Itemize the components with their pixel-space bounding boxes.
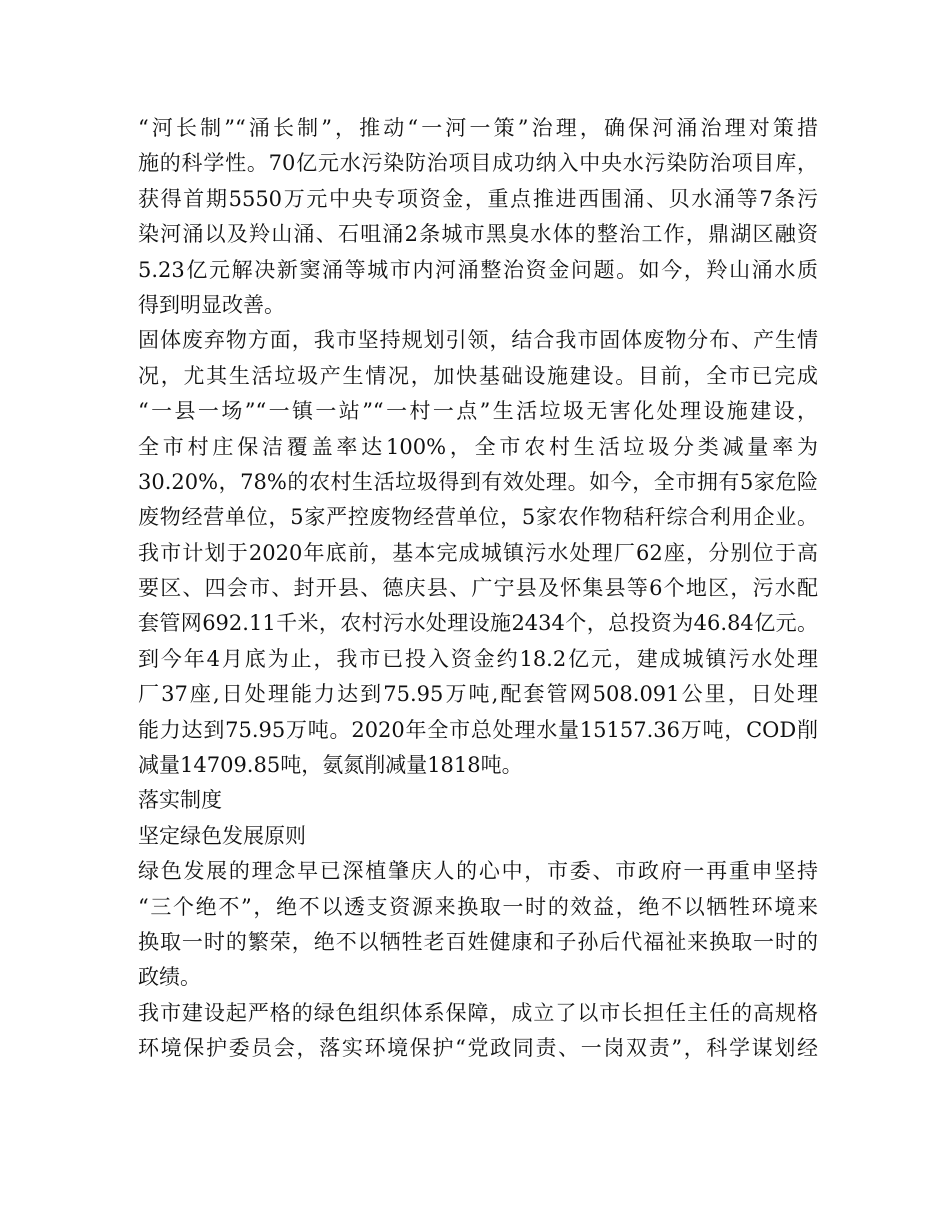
document-body — [138, 111, 818, 1067]
text-line: 况，尤其生活垃圾产生情况，加快基础设施建设。目前，全市已完成 — [138, 363, 818, 388]
text-line: “一县一场”“一镇一站”“一村一点”生活垃圾无害化处理设施建设， — [138, 399, 818, 424]
text-line: 减量14709.85吨，氨氮削减量1818吨。 — [138, 753, 523, 778]
text-line: 我市计划于2020年底前，基本完成城镇污水处理厂62座，分别位于高 — [138, 540, 818, 565]
text-line: “河长制”“涌长制”，推动“一河一策”治理，确保河涌治理对策措 — [138, 116, 818, 140]
text-line: 获得首期5550万元中央专项资金，重点推进西围涌、贝水涌等7条污 — [138, 186, 818, 211]
text-line: 固体废弃物方面，我市坚持规划引领，结合我市固体废物分布、产生情 — [138, 328, 818, 353]
text-line: 废物经营单位，5家严控废物经营单位，5家农作物秸秆综合利用企业。 — [138, 505, 818, 530]
text-line: 能力达到75.95万吨。2020年全市总处理水量15157.36万吨，COD削 — [138, 717, 818, 742]
text-line: 套管网692.11千米，农村污水处理设施2434个，总投资为46.84亿元。 — [138, 611, 818, 636]
text-line: 全市村庄保洁覆盖率达100%，全市农村生活垃圾分类减量率为 — [138, 434, 818, 459]
text-line: 我市建设起严格的绿色组织体系保障，成立了以市长担任主任的高规格 — [138, 1000, 818, 1025]
text-line: 落实制度 — [138, 788, 222, 813]
text-line: 染河涌以及羚山涌、石咀涌2条城市黑臭水体的整治工作，鼎湖区融资 — [138, 222, 818, 247]
text-line: 绿色发展的理念早已深植肇庆人的心中，市委、市政府一再重申坚持 — [138, 859, 818, 884]
text-line: 30.20%，78%的农村生活垃圾得到有效处理。如今，全市拥有5家危险 — [138, 469, 818, 494]
text-line: 施的科学性。70亿元水污染防治项目成功纳入中央水污染防治项目库， — [138, 151, 818, 176]
text-line: 要区、四会市、封开县、德庆县、广宁县及怀集县等6个地区，污水配 — [138, 576, 818, 601]
text-line: 坚定绿色发展原则 — [138, 823, 306, 848]
text-line: 政绩。 — [138, 965, 201, 990]
text-line: 5.23亿元解决新窦涌等城市内河涌整治资金问题。如今，羚山涌水质 — [138, 257, 818, 282]
text-line: 得到明显改善。 — [138, 292, 285, 317]
text-line: 换取一时的繁荣，绝不以牺牲老百姓健康和子孙后代福祉来换取一时的 — [138, 929, 818, 954]
text-line: “三个绝不”，绝不以透支资源来换取一时的效益，绝不以牺牲环境来 — [138, 894, 818, 919]
text-line: 到今年4月底为止，我市已投入资金约18.2亿元，建成城镇污水处理 — [138, 646, 818, 671]
text-line: 厂37座,日处理能力达到75.95万吨,配套管网508.091公里，日处理 — [138, 682, 818, 707]
text-line: 环境保护委员会，落实环境保护“党政同责、一岗双责”，科学谋划经 — [138, 1036, 818, 1061]
